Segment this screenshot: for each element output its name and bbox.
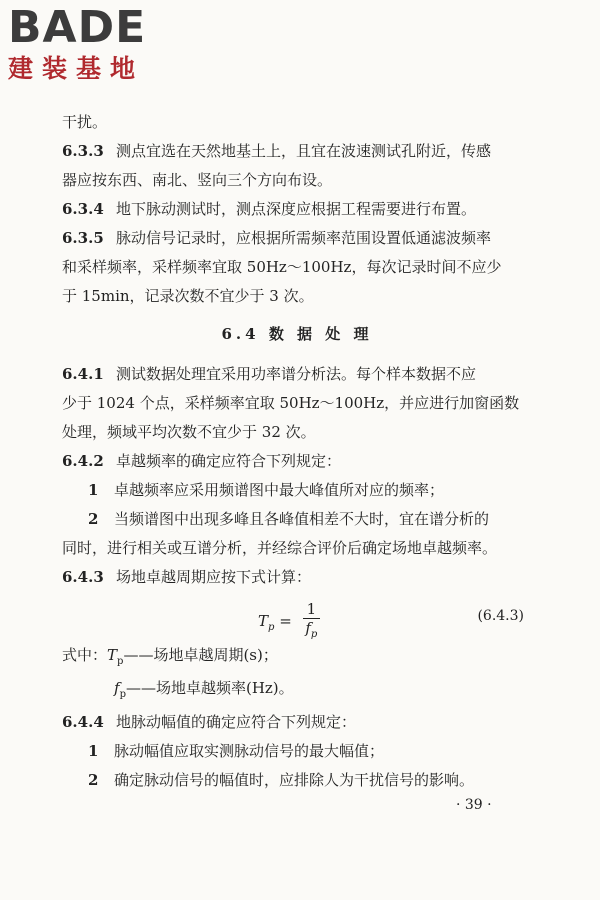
- fraction: [303, 600, 321, 644]
- symbol-subscript: p: [119, 689, 126, 700]
- equation-number: (6.4.3): [477, 608, 524, 624]
- clause-text: 地脉动幅值的确定应符合下列规定：: [116, 713, 357, 731]
- logo-chinese: 建装基地: [8, 54, 145, 83]
- formula-expression: [258, 600, 320, 644]
- clause-text: 测试数据处理宜采用功率谱分析法。每个样本数据不应: [116, 365, 477, 383]
- symbol-subscript: p: [117, 656, 124, 667]
- clause-6-4-1: [62, 360, 532, 389]
- formula-lhs: T: [258, 612, 269, 630]
- logo: [8, 2, 178, 84]
- formula: [62, 596, 532, 640]
- item-number: 1: [88, 742, 99, 760]
- item-number: 2: [88, 771, 99, 789]
- item-number: 2: [88, 510, 99, 528]
- list-item: [62, 737, 532, 766]
- clause-text: 卓越频率的确定应符合下列规定：: [116, 452, 342, 470]
- list-item: [62, 505, 532, 534]
- clause-6-4-2: [62, 447, 532, 476]
- clause-text: 场地卓越周期应按下式计算：: [116, 568, 312, 586]
- item-text: 脉动幅值应取实测脉动信号的最大幅值；: [114, 742, 385, 760]
- clause-number: 6.4.4: [62, 713, 104, 731]
- clause-6-3-3: [62, 137, 532, 166]
- section-title: 6.4 数 据 处 理: [221, 325, 373, 343]
- document-body: [62, 108, 532, 795]
- clause-text-line: 少于 1024 个点，采样频率宜取 50Hz～100Hz，并应进行加窗函数: [62, 394, 520, 412]
- symbol-definition: ——场地卓越频率(Hz)。: [125, 679, 294, 697]
- where-label: 式中：: [62, 646, 108, 664]
- where-line-2: [62, 675, 532, 708]
- list-item: [62, 766, 532, 795]
- item-number: 1: [88, 481, 99, 499]
- clause-number: 6.4.3: [62, 568, 104, 586]
- clause-text: 地下脉动测试时，测点深度应根据工程需要进行布置。: [116, 200, 477, 218]
- fraction-denominator: [303, 619, 321, 644]
- fraction-numerator: 1: [303, 600, 321, 619]
- where-line-1: [62, 642, 532, 675]
- item-text-line: 同时，进行相关或互谱分析，并经综合评价后确定场地卓越频率。: [62, 539, 498, 557]
- clause-text: 测点宜选在天然地基土上，且宜在波速测试孔附近，传感: [116, 142, 492, 160]
- clause-6-3-5: [62, 224, 532, 253]
- clause-text-line: 于 15min，记录次数不宜少于 3 次。: [62, 287, 314, 305]
- clause-6-3-4: [62, 195, 532, 224]
- item-text: 确定脉动信号的幅值时，应排除人为干扰信号的影响。: [114, 771, 475, 789]
- clause-6-4-3: [62, 563, 532, 592]
- clause-number: 6.4.2: [62, 452, 104, 470]
- clause-text-line: 和采样频率，采样频率宜取 50Hz～100Hz，每次记录时间不应少: [62, 258, 502, 276]
- clause-number: 6.3.3: [62, 142, 104, 160]
- symbol-definition: ——场地卓越周期(s)；: [123, 646, 278, 664]
- item-text: 卓越频率应采用频谱图中最大峰值所对应的频率；: [114, 481, 445, 499]
- item-text: 当频谱图中出现多峰且各峰值相差不大时，宜在谱分析的: [114, 510, 490, 528]
- symbol: T: [107, 646, 118, 664]
- clause-6-4-4: [62, 708, 532, 737]
- clause-number: 6.4.1: [62, 365, 104, 383]
- clause-text-line: 器应按东西、南北、竖向三个方向布设。: [62, 171, 333, 189]
- denominator-subscript: p: [310, 629, 318, 640]
- clause-number: 6.3.5: [62, 229, 104, 247]
- formula-lhs-subscript: p: [268, 622, 275, 633]
- page-number: · 39 ·: [456, 797, 492, 813]
- equals-sign: =: [279, 612, 292, 630]
- logo-wordmark: BADE: [8, 2, 147, 53]
- clause-number: 6.3.4: [62, 200, 104, 218]
- clause-text: 脉动信号记录时，应根据所需频率范围设置低通滤波频率: [116, 229, 492, 247]
- symbol: f: [114, 679, 120, 697]
- continued-text: 干扰。: [62, 113, 108, 131]
- clause-text-line: 处理，频域平均次数不宜少于 32 次。: [62, 423, 316, 441]
- denominator-symbol: f: [305, 619, 311, 637]
- list-item: [62, 476, 532, 505]
